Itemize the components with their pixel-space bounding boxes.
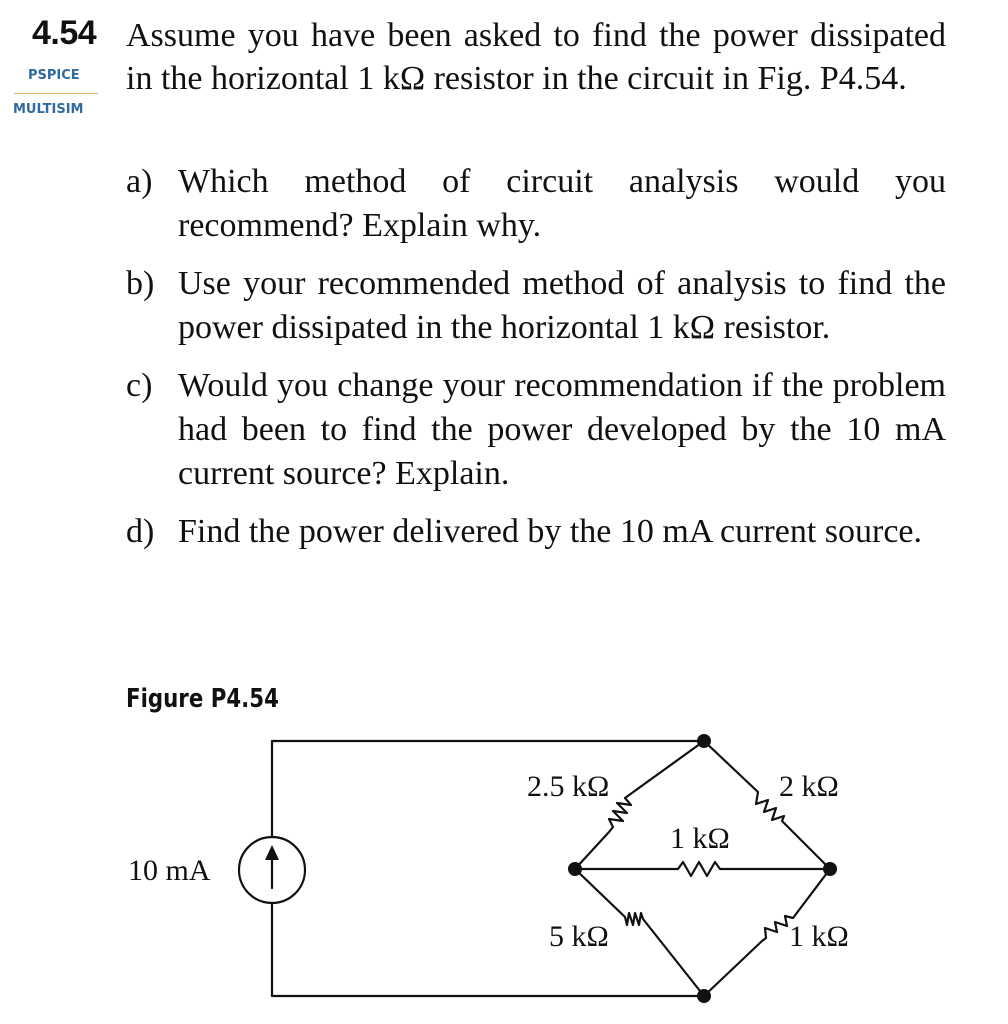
node-left bbox=[568, 862, 582, 876]
node-bottom bbox=[697, 989, 711, 1003]
problem-parts bbox=[126, 160, 946, 568]
tag-divider bbox=[14, 93, 98, 94]
arrowhead bbox=[265, 845, 279, 860]
pspice-tag: PSPICE bbox=[28, 68, 80, 83]
resistor-label-5k: 5 kΩ bbox=[549, 920, 609, 953]
part-text: Use your recommended method of analysis to find the power dissipated in the horizontal 1 kΩ resistor. bbox=[178, 265, 946, 346]
part-label: b) bbox=[126, 265, 155, 302]
part-d bbox=[126, 510, 946, 554]
problem-stem: Assume you have been asked to find the power dissipated in the horizontal 1 kΩ resistor in the circuit in Fig. P4.54. bbox=[126, 17, 946, 97]
part-label: a) bbox=[126, 163, 153, 200]
part-label: d) bbox=[126, 513, 155, 550]
wire-horizontal bbox=[575, 862, 830, 876]
problem-number: 4.54 bbox=[32, 14, 97, 52]
multisim-tag: MULTISIM bbox=[13, 102, 84, 117]
part-text: Find the power delivered by the 10 mA current source. bbox=[178, 513, 923, 550]
node-top bbox=[697, 734, 711, 748]
part-text: Which method of circuit analysis would you recommend? Explain why. bbox=[178, 163, 946, 244]
circuit-diagram bbox=[0, 720, 1008, 1024]
resistor-label-bottom-1k: 1 kΩ bbox=[789, 920, 849, 953]
node-right bbox=[823, 862, 837, 876]
part-c bbox=[126, 364, 946, 496]
part-a bbox=[126, 160, 946, 248]
part-text: Would you change your recommendation if the problem had been to find the power developed by the 10 mA current source? Explain. bbox=[178, 367, 946, 492]
resistor-label-2.5k: 2.5 kΩ bbox=[527, 770, 610, 803]
outer-wire-bottom bbox=[272, 903, 704, 996]
resistor-label-2k: 2 kΩ bbox=[779, 770, 839, 803]
figure-title: Figure P4.54 bbox=[126, 684, 279, 714]
source-label: 10 mA bbox=[128, 854, 211, 887]
resistor-label-horizontal-1k: 1 kΩ bbox=[670, 822, 730, 855]
part-label: c) bbox=[126, 367, 153, 404]
part-b bbox=[126, 262, 946, 350]
